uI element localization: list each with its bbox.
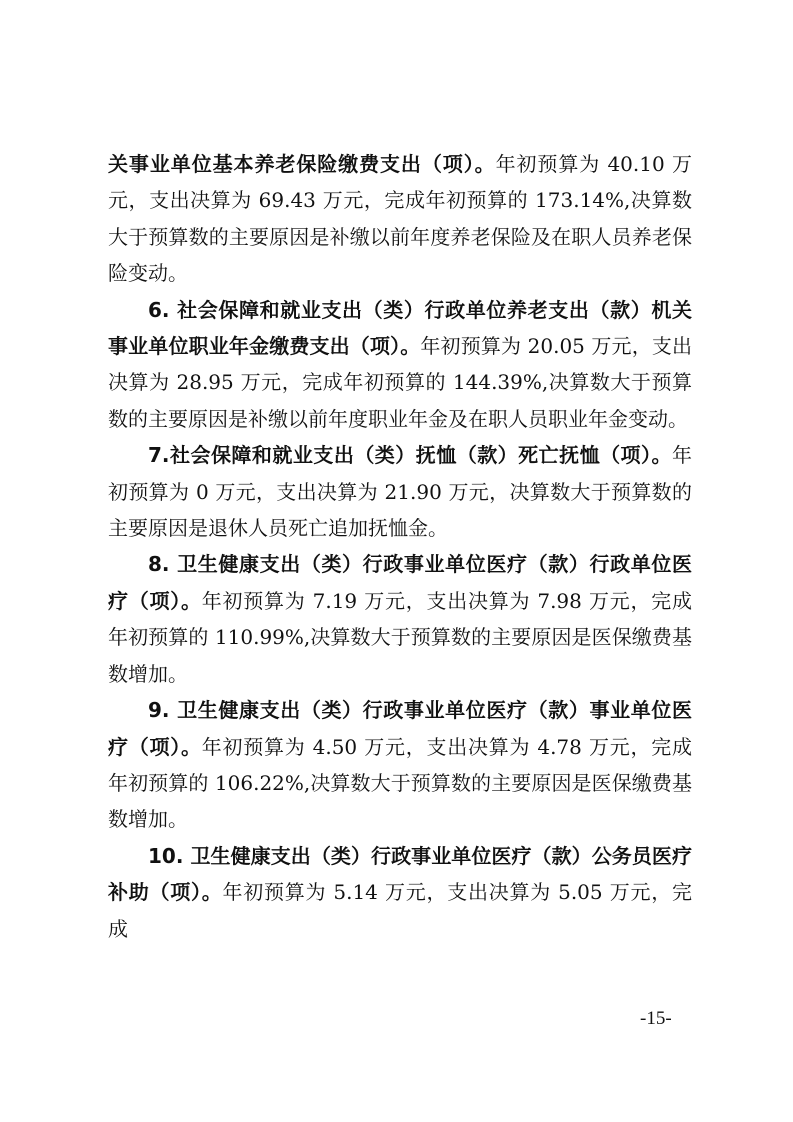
paragraph-8 xyxy=(108,546,692,692)
paragraph-10 xyxy=(108,838,692,947)
paragraph-text: 年初预算为 7.19 万元，支出决算为 7.98 万元，完成年初预算的 110.99%,决算数大于预算数的主要原因是医保缴费基数增加。 xyxy=(108,588,692,686)
page-number: -15- xyxy=(640,1008,672,1029)
paragraph-heading: 10. 卫生健康支出（类）行政事业单位医疗（款）公务员医疗补助（项）。 xyxy=(108,843,692,905)
paragraph-1 xyxy=(108,146,692,292)
paragraph-heading: 6. 社会保障和就业支出（类）行政单位养老支出（款）机关事业单位职业年金缴费支出（项）。 xyxy=(108,297,692,359)
paragraph-heading: 9. 卫生健康支出（类）行政事业单位医疗（款）事业单位医疗（项）。 xyxy=(108,698,692,759)
paragraph-9 xyxy=(108,692,692,838)
paragraph-heading: 关事业单位基本养老保险缴费支出（项）。 xyxy=(108,152,496,176)
paragraph-heading: 7.社会保障和就业支出（类）抚恤（款）死亡抚恤（项）。 xyxy=(148,443,672,468)
paragraph-text: 年初预算为 20.05 万元，支出决算为 28.95 万元，完成年初预算的 144.39%,决算数大于预算数的主要原因是补缴以前年度职业年金及在职人员职业年金变动。 xyxy=(108,334,692,431)
paragraph-text: 年初预算为 0 万元，支出决算为 21.90 万元，决算数大于预算数的主要原因是退休人员死亡追加抚恤金。 xyxy=(108,443,692,541)
paragraph-text: 年初预算为 40.10 万元，支出决算为 69.43 万元，完成年初预算的 173.14%,决算数大于预算数的主要原因是补缴以前年度养老保险及在职人员养老保险变动。 xyxy=(108,152,692,286)
document-body xyxy=(108,146,692,947)
paragraph-text: 年初预算为 5.14 万元，支出决算为 5.05 万元，完成 xyxy=(108,880,692,941)
paragraph-heading: 8. 卫生健康支出（类）行政事业单位医疗（款）行政单位医疗（项）。 xyxy=(108,552,692,613)
paragraph-7 xyxy=(108,437,692,546)
paragraph-6 xyxy=(108,292,692,438)
paragraph-text: 年初预算为 4.50 万元，支出决算为 4.78 万元，完成年初预算的 106.22%,决算数大于预算数的主要原因是医保缴费基数增加。 xyxy=(108,734,692,832)
